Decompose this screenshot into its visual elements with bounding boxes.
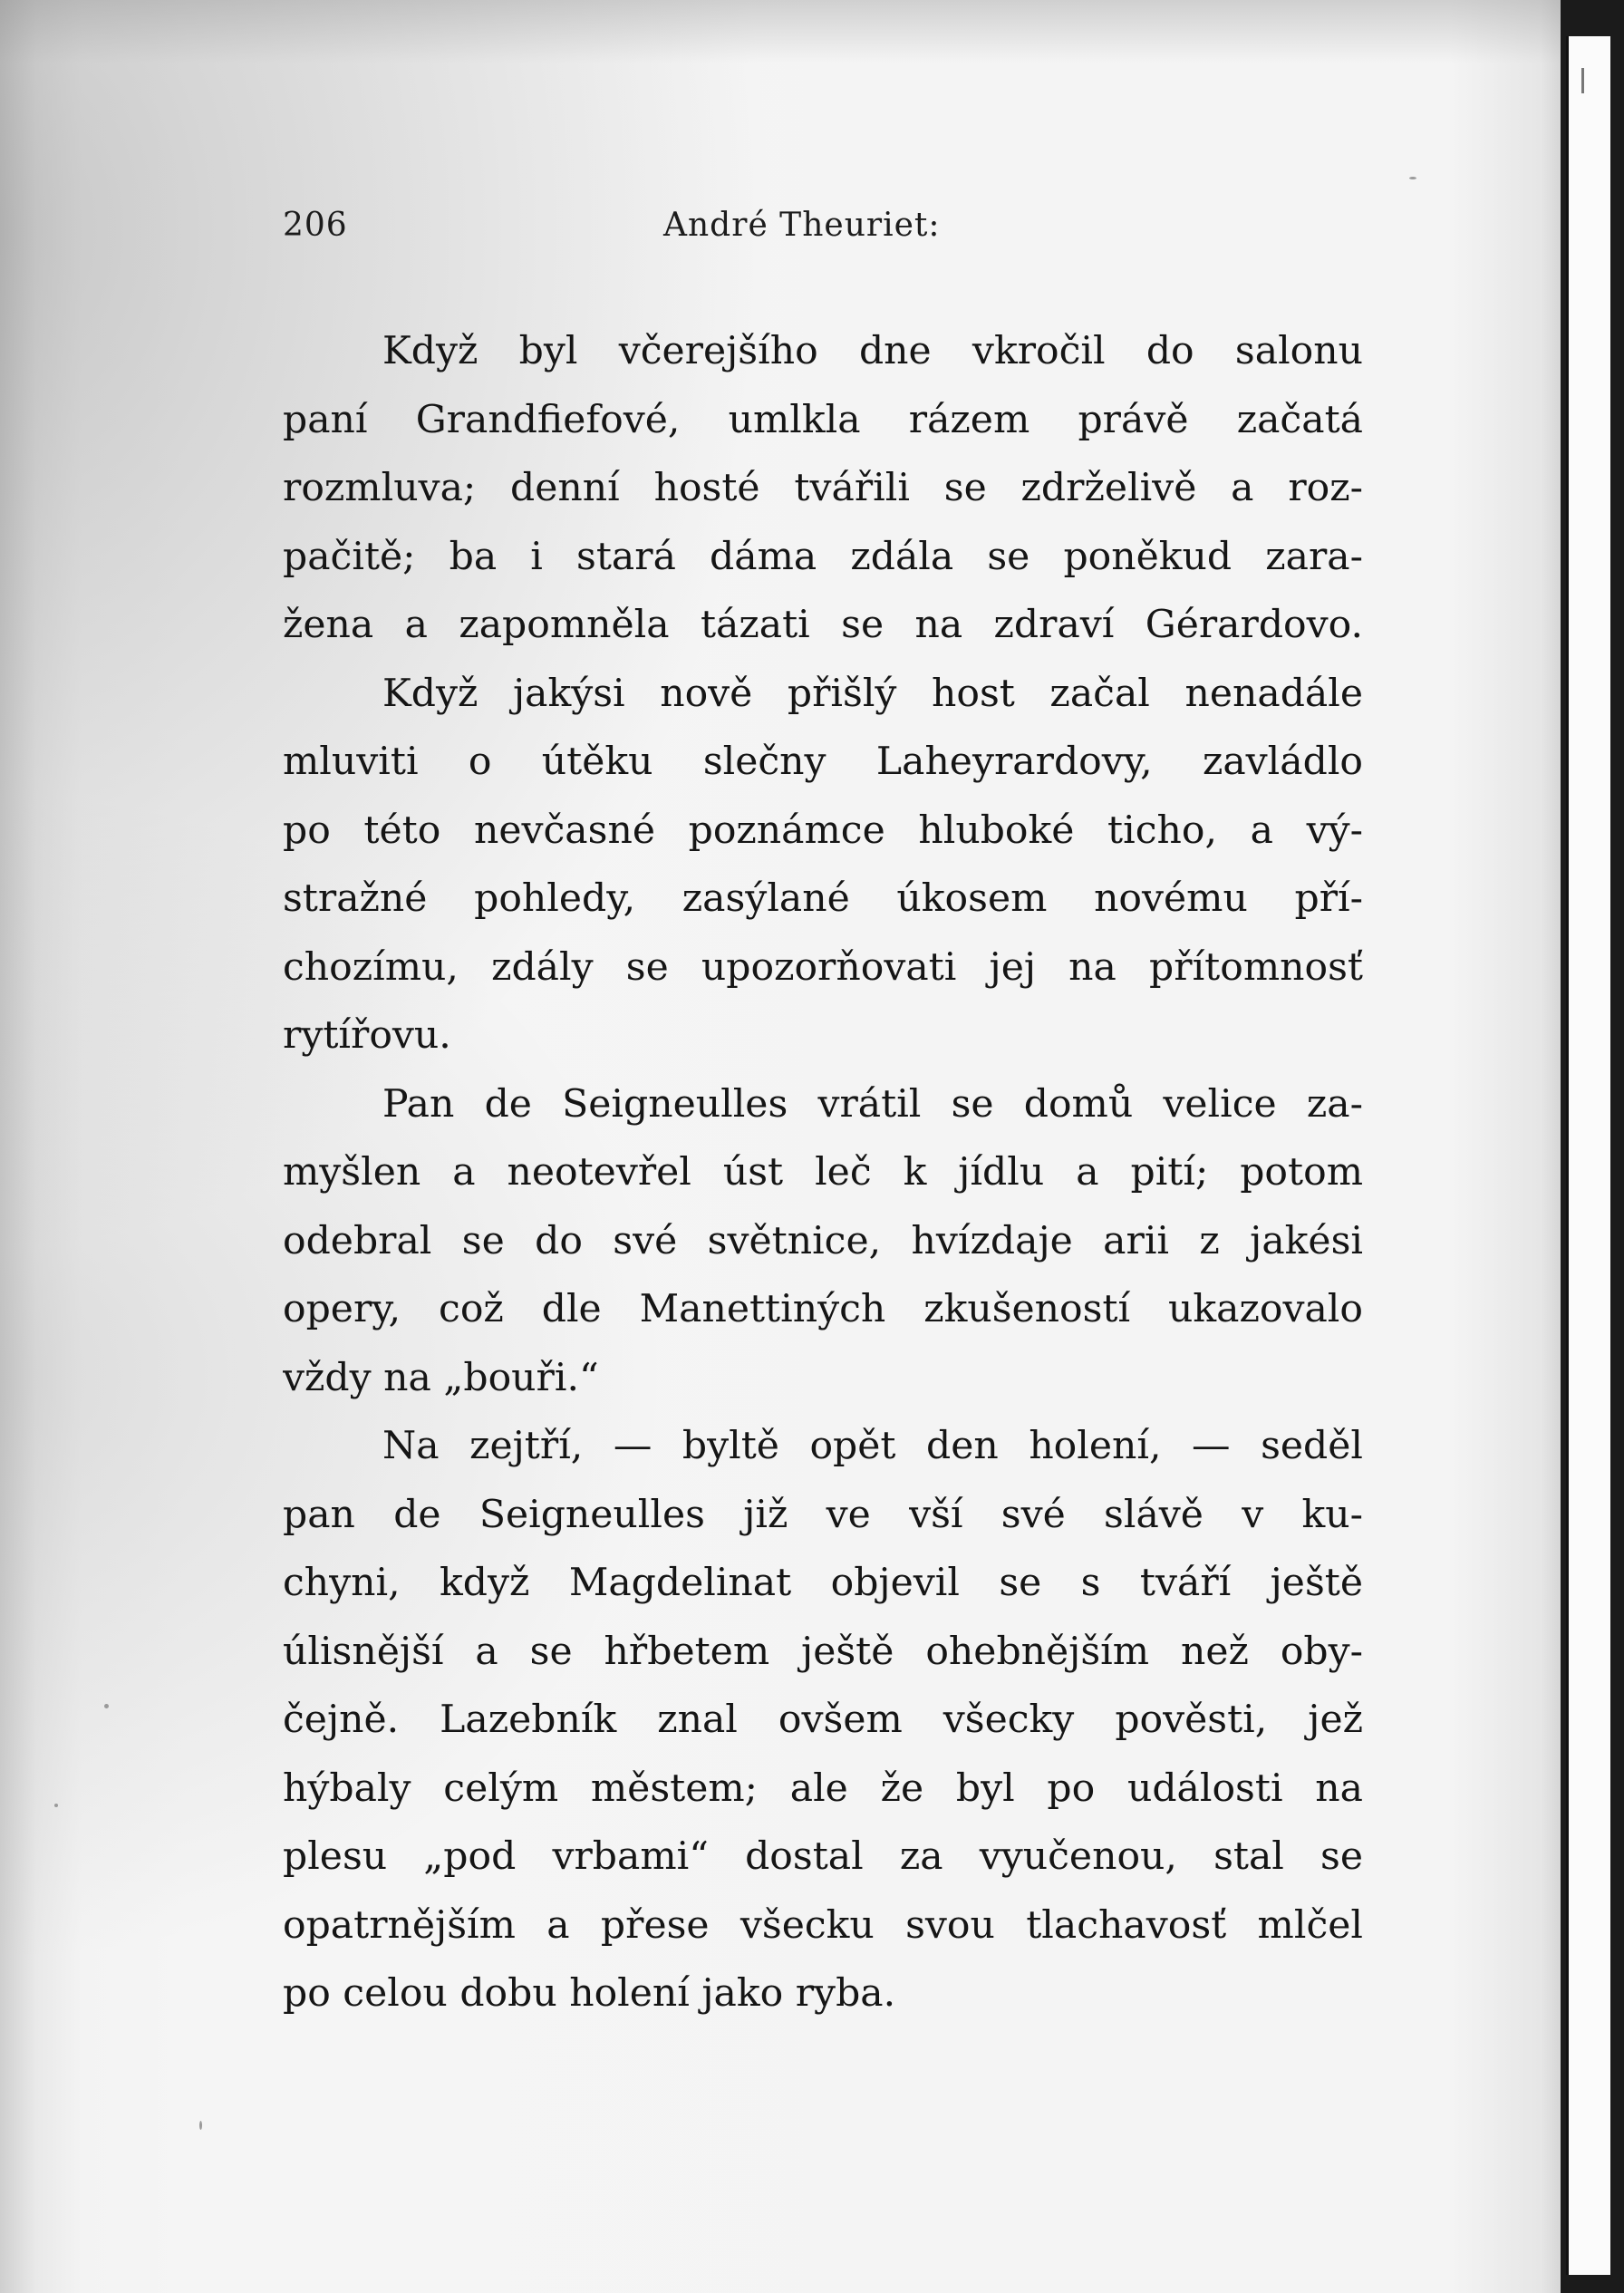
scan-speck (104, 1704, 109, 1708)
running-title: André Theuriet: (663, 207, 941, 244)
text-line: hýbaly celým městem; ale že byl po události na (283, 1766, 1363, 1811)
scan-speck (1409, 177, 1416, 179)
paragraph-3 (283, 1070, 1363, 1413)
page-edge-mark (1581, 68, 1584, 93)
text-line: Na zejtří, — byltě opět den holení, — seděl (382, 1424, 1363, 1468)
scan-speck (199, 2121, 202, 2130)
text-line: úlisnější a se hřbetem ještě ohebnějším než oby- (283, 1629, 1363, 1674)
page-number: 206 (283, 207, 348, 244)
text-line: rytířovu. (283, 1013, 451, 1058)
scan-speck (54, 1804, 58, 1807)
text-line: vždy na „bouři.“ (283, 1355, 599, 1400)
scan-shadow (0, 0, 1561, 63)
text-line: po celou dobu holení jako ryba. (283, 1971, 896, 2016)
text-line: žena a zapomněla tázati se na zdraví Gérardovo. (283, 603, 1363, 647)
text-line: paní Grandfiefové, umlkla rázem právě začatá (283, 397, 1363, 442)
running-head (283, 207, 1370, 252)
text-line: čejně. Lazebník znal ovšem všecky pověsti, jež (283, 1698, 1363, 1742)
text-line: pačitě; ba i stará dáma zdála se poněkud zara- (283, 534, 1363, 579)
text-line: plesu „pod vrbami“ dostal za vyučenou, stal se (283, 1834, 1363, 1879)
paragraph-1 (283, 317, 1363, 660)
paragraph-4 (283, 1412, 1363, 2028)
text-line: opery, což dle Manettiných zkušeností ukazovalo (283, 1287, 1363, 1331)
text-line: chyni, když Magdelinat objevil se s tváří ještě (283, 1561, 1363, 1605)
text-line: odebral se do své světnice, hvízdaje arii z jakési (283, 1218, 1363, 1263)
text-line: Když jakýsi nově přišlý host začal nenadále (382, 671, 1363, 716)
body-text (283, 317, 1363, 2039)
adjacent-page-edge (1566, 36, 1610, 2275)
text-line: myšlen a neotevřel úst leč k jídlu a pití; potom (283, 1150, 1363, 1195)
text-line: stražné pohledy, zasýlané úkosem novému pří- (283, 876, 1363, 921)
paragraph-2 (283, 660, 1363, 1070)
text-line: rozmluva; denní hosté tvářili se zdrželivě a roz- (283, 466, 1363, 510)
text-line: Pan de Seigneulles vrátil se domů velice za- (382, 1081, 1363, 1127)
text-line: opatrnějším a přese všecku svou tlachavosť mlčel (283, 1902, 1363, 1948)
text-line: mluviti o útěku slečny Laheyrardovy, zavládlo (283, 740, 1363, 784)
text-line: chozímu, zdály se upozorňovati jej na přítomnosť (283, 944, 1363, 990)
text-line: Když byl včerejšího dne vkročil do salonu (382, 329, 1363, 373)
text-line: po této nevčasné poznámce hluboké ticho, a vý- (283, 808, 1363, 853)
text-line: pan de Seigneulles již ve vší své slávě v ku- (283, 1492, 1363, 1537)
